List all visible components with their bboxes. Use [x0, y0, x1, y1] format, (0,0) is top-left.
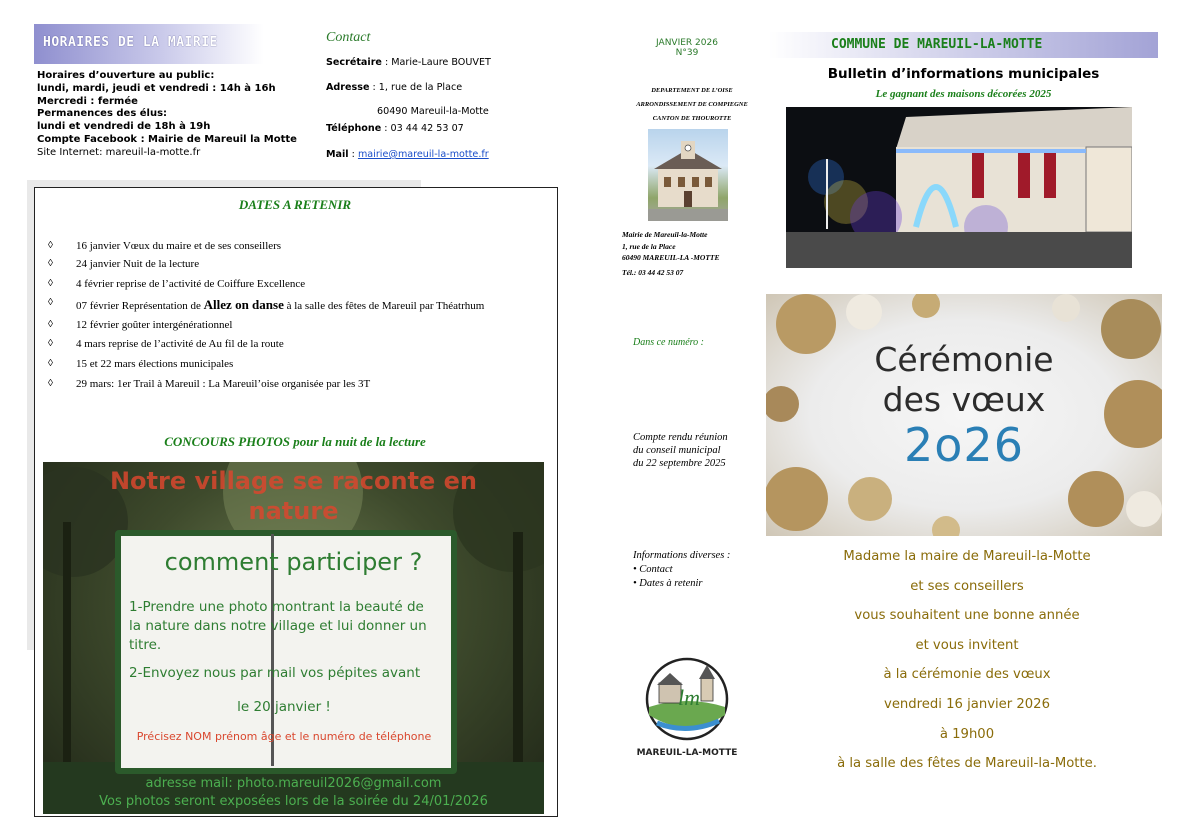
toc-infos-item: • Dates à retenir: [633, 578, 703, 589]
decorated-house-illustration: [786, 107, 1132, 268]
poster-step-2: 2-Envoyez nous par mail vos pépites avant: [129, 665, 421, 681]
address-line: Mairie de Mareuil-la-Motte: [622, 230, 708, 239]
arrondissement: ARRONDISSEMENT DE COMPIEGNE: [636, 101, 748, 108]
mail-label: Mail: [326, 149, 349, 160]
mail-link[interactable]: mairie@mareuil-la-motte.fr: [357, 149, 489, 160]
date-text: 15 et 22 mars élections municipales: [76, 358, 234, 370]
toc-line: Compte rendu réunion: [633, 432, 728, 443]
hours-block: [37, 70, 317, 160]
date-text: 24 janvier Nuit de la lecture: [76, 258, 200, 270]
mail-sep: :: [348, 149, 358, 160]
poster-step-1: 1-Prendre une photo montrant la beauté de la nature dans notre village et lui donner un titre.: [129, 599, 427, 653]
hours-line: Mercredi : fermée: [37, 95, 138, 107]
decorated-house-photo: [786, 107, 1132, 268]
poster-title-line: nature: [248, 497, 339, 525]
address-line: [326, 82, 462, 93]
phone-label: Téléphone: [326, 123, 382, 134]
invitation-line: et vous invitent: [915, 637, 1019, 653]
diamond-bullet-icon: ◊: [48, 240, 53, 251]
date-text: 4 février reprise de l’activité de Coiffure Excellence: [76, 278, 306, 290]
invitation-line: Madame la maire de Mareuil-la-Motte: [843, 549, 1091, 564]
diamond-bullet-icon: ◊: [48, 378, 53, 389]
secretary-value: : Marie-Laure BOUVET: [381, 57, 491, 68]
department: DEPARTEMENT DE L’OISE: [651, 87, 733, 94]
diamond-bullet-icon: ◊: [48, 278, 53, 289]
photo-contest-title: CONCOURS PHOTOS pour la nuit de la lecture: [164, 434, 426, 449]
poster-subtitle: comment participer ?: [164, 548, 423, 576]
commune-header-text: COMMUNE DE MAREUIL-LA-MOTTE: [831, 37, 1043, 52]
toc-infos-title: Informations diverses :: [633, 550, 731, 561]
hours-line: lundi, mardi, jeudi et vendredi : 14h à 16h: [37, 82, 276, 94]
photo-contest-poster: [43, 462, 544, 814]
ceremony-title-line2: des vœux: [882, 380, 1046, 419]
date-text: [76, 297, 484, 313]
admin-block: [612, 84, 772, 126]
date-text: 12 février goûter intergénérationnel: [76, 319, 233, 331]
date-text-post: à la salle des fêtes de Mareuil par Théatrhum: [283, 300, 485, 312]
ceremony-year: 2o26: [904, 418, 1024, 472]
issue-info: [634, 38, 740, 58]
diamond-bullet-icon: ◊: [48, 297, 53, 308]
ceremony-invitation: [770, 542, 1164, 779]
hours-line: lundi et vendredi de 18h à 19h: [37, 121, 211, 133]
poster-expo: Vos photos seront exposées lors de la soirée du 24/01/2026: [99, 794, 488, 809]
decorated-house-caption: Le gagnant des maisons décorées 2025: [875, 88, 1052, 100]
diamond-bullet-icon: ◊: [48, 338, 53, 349]
invitation-line: à la salle des fêtes de Mareuil-la-Motte.: [837, 756, 1097, 772]
address-label: Adresse: [326, 82, 370, 93]
poster-title: [43, 466, 544, 526]
phone-line: [326, 123, 464, 134]
diamond-bullet-icon: ◊: [48, 358, 53, 369]
invitation-line: vous souhaitent une bonne année: [854, 608, 1080, 624]
issue-number: N°39: [675, 48, 699, 58]
poster-title-line: Notre village se raconte en: [109, 467, 478, 495]
bulletin-title: Bulletin d’informations municipales: [827, 66, 1100, 82]
town-hall-illustration: [648, 129, 728, 221]
in-this-issue: Dans ce numéro :: [633, 337, 705, 348]
address-line: 60490 MAREUIL-LA -MOTTE: [622, 253, 720, 262]
address-phone: Tél.: 03 44 42 53 07: [622, 267, 684, 277]
toc-line: du 22 septembre 2025: [633, 458, 726, 469]
toc-infos-item: • Contact: [633, 564, 673, 575]
toc-council-report: [633, 431, 773, 470]
hours-line: Horaires d’ouverture au public:: [37, 70, 215, 81]
facebook-line: Compte Facebook : Mairie de Mareuil la Motte: [37, 133, 297, 145]
website-line: Site Internet: mareuil-la-motte.fr: [37, 146, 201, 158]
village-logo: [637, 655, 739, 765]
show-name: Allez on danse: [203, 297, 284, 312]
invitation-line: à 19h00: [939, 726, 995, 742]
diamond-bullet-icon: ◊: [48, 319, 53, 330]
mairie-hours-header: [34, 24, 264, 64]
hours-line: Permanences des élus:: [37, 108, 168, 120]
poster-email: adresse mail: photo.mareuil2026@gmail.com: [145, 776, 442, 791]
invitation-line: à la cérémonie des vœux: [883, 667, 1051, 683]
logo-letters: lm: [678, 685, 700, 710]
canton: CANTON DE THOUROTTE: [652, 115, 732, 122]
dates-title: DATES A RETENIR: [238, 197, 352, 212]
mail-line: [326, 149, 489, 160]
poster-note: Précisez NOM prénom âge et le numéro de téléphone: [136, 730, 432, 743]
address-city: 60490 Mareuil-la-Motte: [377, 106, 489, 117]
diamond-bullet-icon: ◊: [48, 258, 53, 269]
date-text: 16 janvier Vœux du maire et de ses conseillers: [76, 240, 282, 252]
contact-block: [326, 30, 616, 160]
invitation-line: vendredi 16 janvier 2026: [884, 696, 1050, 712]
secretary-label: Secrétaire: [326, 57, 382, 68]
date-text: 4 mars reprise de l’activité de Au fil de la route: [76, 338, 284, 350]
address-line: 1, rue de la Place: [622, 241, 676, 251]
address-value: : 1, rue de la Place: [369, 82, 463, 93]
commune-header: [769, 32, 1158, 58]
issue-date: JANVIER 2026: [656, 38, 718, 48]
toc-line: du conseil municipal: [633, 445, 721, 456]
date-text: 29 mars: 1er Trail à Mareuil : La Mareuil’oise organisée par les 3T: [76, 378, 371, 390]
poster-deadline: le 20 janvier !: [237, 699, 331, 715]
ceremony-banner: [766, 294, 1162, 536]
mairie-address: [622, 229, 772, 278]
mairie-hours-header-text: HORAIRES DE LA MAIRIE: [43, 35, 218, 50]
ceremony-title-line1: Cérémonie: [874, 340, 1054, 379]
logo-text: MAREUIL-LA-MOTTE: [637, 748, 738, 758]
phone-value: : 03 44 42 53 07: [381, 123, 464, 134]
town-hall-photo: [648, 129, 728, 221]
date-text-pre: 07 février Représentation de: [76, 300, 204, 312]
invitation-line: et ses conseillers: [910, 578, 1024, 594]
village-logo-icon: [637, 655, 739, 765]
secretary-line: [326, 57, 491, 68]
contact-title: Contact: [326, 30, 371, 45]
toc-infos: [633, 549, 773, 591]
